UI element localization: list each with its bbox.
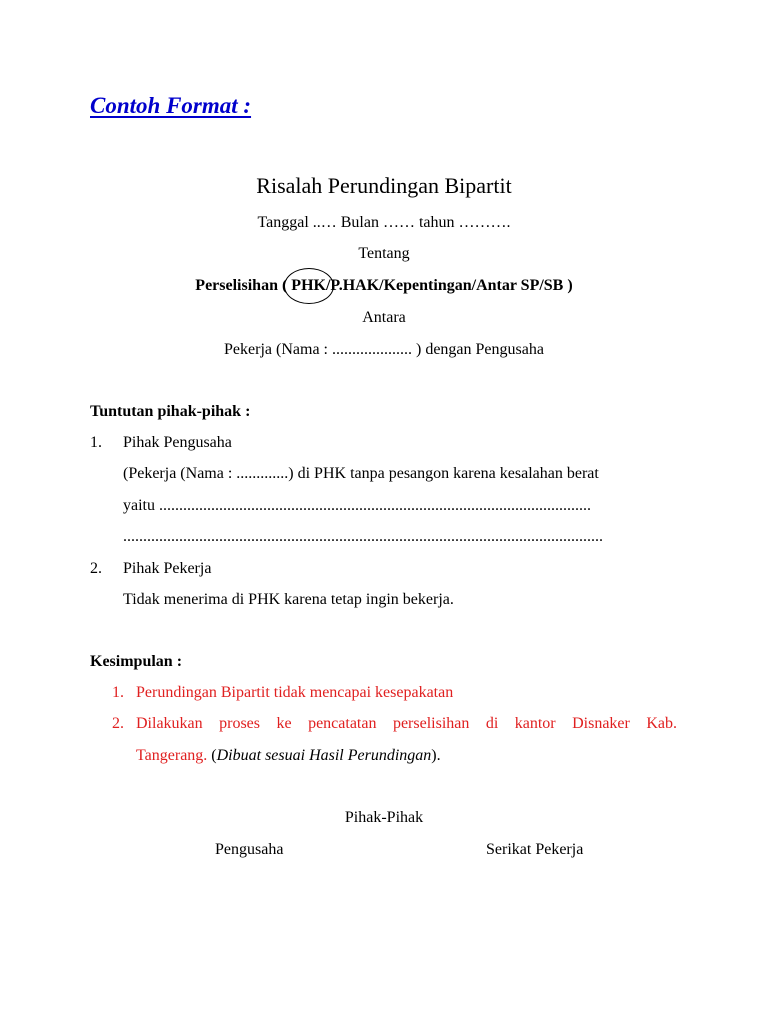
date-line: Tanggal ..… Bulan …… tahun ………. <box>257 214 511 231</box>
tuntutan-item-1-label: Pihak Pengusaha <box>123 434 232 451</box>
note-italic: Dibuat sesuai Hasil Perundingan <box>216 747 432 764</box>
word: proses <box>219 715 261 732</box>
word: Kab. <box>646 715 677 732</box>
format-heading: Contoh Format : <box>90 93 252 118</box>
kesimpulan-item-2-number: 2. <box>112 715 124 732</box>
kesimpulan-item-1-text: Perundingan Bipartit tidak mencapai kesepakatan <box>136 684 454 701</box>
word: Dilakukan <box>136 715 203 732</box>
tuntutan-item-2-number: 2. <box>90 560 102 577</box>
tuntutan-item-1-number: 1. <box>90 434 102 451</box>
perselisihan-rest: /P.HAK/Kepentingan/Antar SP/SB ) <box>325 277 573 294</box>
tuntutan-item-1-line-2: yaitu ............................................................................................................ <box>123 497 591 514</box>
word: ke <box>276 715 292 732</box>
open-paren: ( <box>207 747 217 764</box>
phk-text: PHK <box>291 277 326 294</box>
tuntutan-heading: Tuntutan pihak-pihak : <box>90 403 251 420</box>
location-text: Tangerang. <box>136 747 208 764</box>
word: pencatatan <box>308 715 377 732</box>
perselisihan-line <box>0 277 768 295</box>
tentang-label: Tentang <box>358 245 410 262</box>
kesimpulan-item-2-line-1 <box>136 715 677 733</box>
tuntutan-item-1-line-3: ........................................................................................................................ <box>123 528 603 545</box>
signatures-heading: Pihak-Pihak <box>344 809 424 826</box>
close-paren: ). <box>431 747 441 764</box>
tuntutan-item-2-line-1: Tidak menerima di PHK karena tetap ingin bekerja. <box>123 591 454 608</box>
signature-right: Serikat Pekerja <box>486 841 584 858</box>
selection-circle <box>284 268 334 304</box>
kesimpulan-heading: Kesimpulan : <box>90 653 183 670</box>
word: perselisihan <box>392 715 470 732</box>
tuntutan-item-1-line-1: (Pekerja (Nama : .............) di PHK tanpa pesangon karena kesalahan berat <box>123 465 599 482</box>
word: di <box>485 715 499 732</box>
perselisihan-prefix: Perselisihan ( <box>195 277 288 294</box>
signature-left: Pengusaha <box>215 841 284 858</box>
word: kantor <box>514 715 556 732</box>
word: Disnaker <box>572 715 630 732</box>
antara-label: Antara <box>362 309 406 326</box>
phk-circled <box>291 277 326 295</box>
kesimpulan-item-1-number: 1. <box>112 684 124 701</box>
parties-line: Pekerja (Nama : .................... ) dengan Pengusaha <box>224 341 544 358</box>
kesimpulan-item-2-line-2 <box>136 747 441 765</box>
document-title: Risalah Perundingan Bipartit <box>256 173 512 198</box>
tuntutan-item-2-label: Pihak Pekerja <box>123 560 212 577</box>
